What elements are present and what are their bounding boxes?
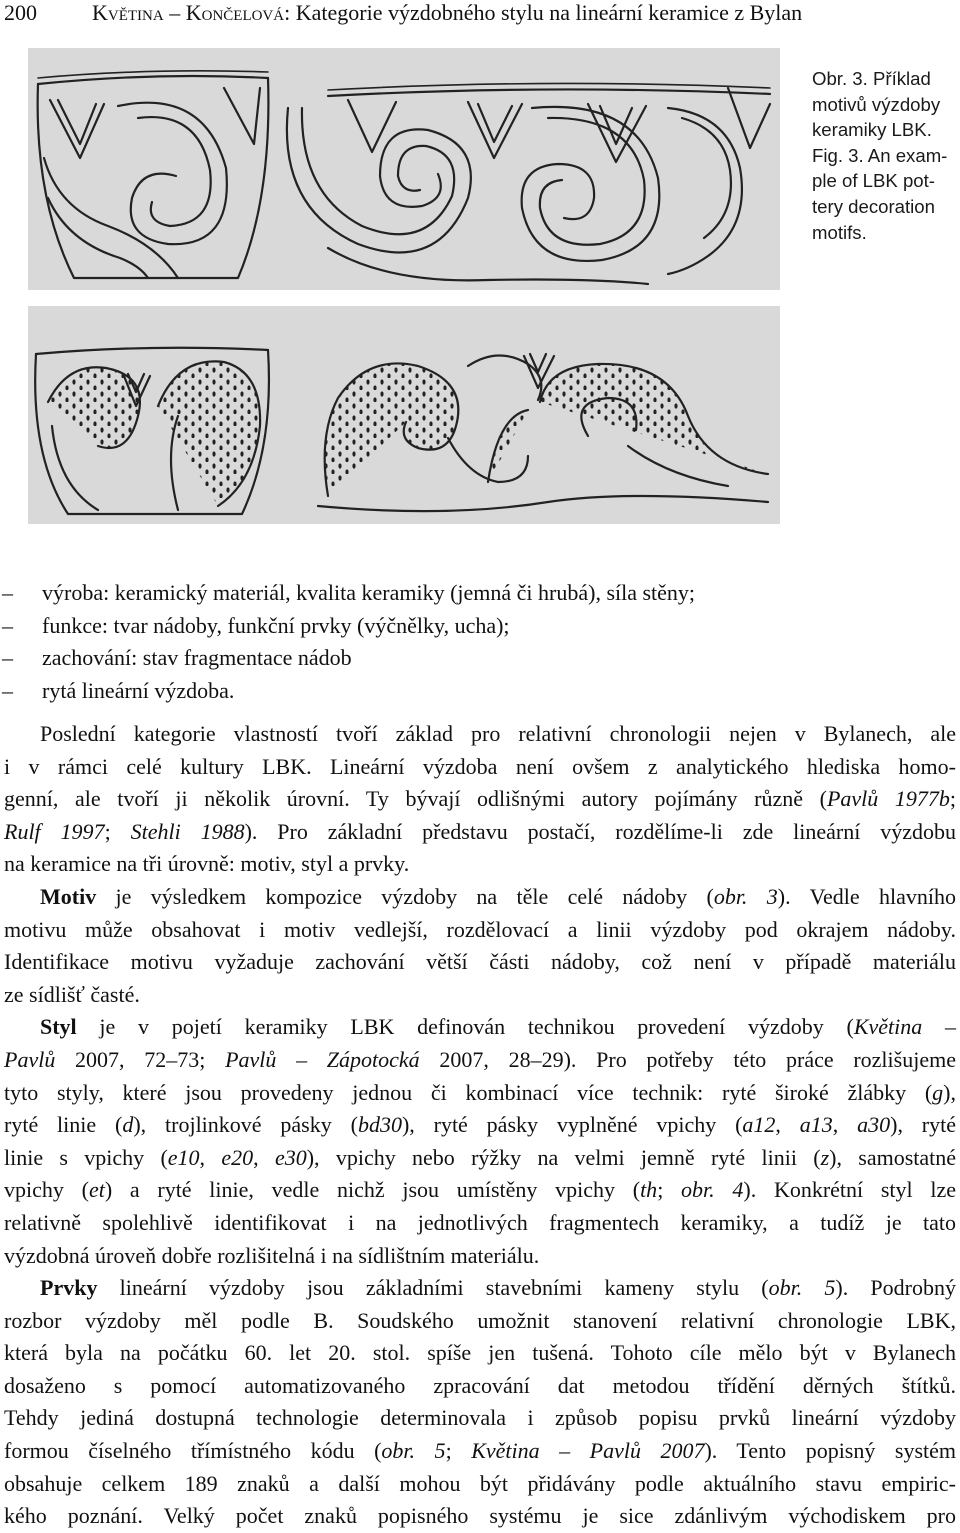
text-span: , [199,1144,222,1170]
text-span: , [832,1112,858,1138]
list-item [0,642,960,675]
text-line: relativně spolehlivě identifikovat i na jednotlivých fragmentech keramiky, a tudíž je tato [4,1209,956,1235]
text-span: ) a ryté linie, vedle nichž jsou umístěny vpichy ( [104,1177,641,1203]
text-span: ; [445,1438,472,1464]
text-span: ), samostatné [829,1144,957,1170]
text-span: ), [943,1079,956,1105]
style-code: d [122,1112,134,1138]
caption-line: Obr. 3. Příklad [812,68,931,89]
text-span: ). Konkrétní styl lze [743,1177,957,1203]
text-line: obsahuje celkem 189 znaků a další mohou být přidávány podle aktuálního stavu empiric- [4,1470,956,1496]
text-span: ryté linie ( [4,1112,123,1138]
figure-reference: obr. 3 [713,883,778,909]
caption-line: Fig. 3. An exam- [812,144,948,166]
text-line [4,1109,956,1142]
text-span: formou číselného třímístného kódu ( [4,1438,382,1464]
text-line: rozbor výzdoby měl podle B. Soudského umožnit stanovení relativní chronologie LBK, [4,1307,956,1333]
term-styl: Styl [40,1014,77,1040]
text-line: motivu může obsahovat i motiv vedlejší, rozdělovací a linii výzdoby pod okrajem nádoby. [4,916,956,942]
caption-line: tery decoration [812,195,935,217]
citation: Květina – [853,1014,956,1040]
list-item-text: funkce: tvar nádoby, funkční prvky (výčnělky, ucha); [42,612,510,638]
bullet-dash: – [2,612,13,638]
bullet-dash: – [2,580,13,605]
text-span: ). Tento popisný systém [704,1438,956,1464]
style-code: a30 [857,1112,891,1138]
caption-line: motifs. [812,221,867,243]
text-line: Tehdy jediná dostupná technologie determinovala i způsob popisu prvků lineární výzdoby [4,1405,956,1431]
running-header [4,0,956,30]
text-span: ), trojlinkové pásky ( [133,1112,358,1138]
text-span: vpichy ( [4,1177,89,1203]
style-code: et [88,1177,105,1203]
style-code: e30 [274,1144,307,1170]
text-span: ), ryté [890,1112,957,1138]
text-line [4,1272,956,1305]
text-line: dosaženo s pomocí automatizovaného zpracování dat metodou třídění děrných štítků. [4,1372,956,1398]
text-span: 2007, 28–29). Pro potřeby této práce rozlišujeme [419,1046,956,1072]
list-item [0,675,960,708]
text-line: na keramice na tři úrovně: motiv, styl a prvky. [4,851,410,877]
citation: Rulf 1997 [4,818,105,844]
style-code: e20 [221,1144,254,1170]
text-line [4,1142,956,1175]
spiral-motif-drawing [28,48,780,290]
text-span: , [775,1112,800,1138]
text-line [4,881,956,914]
text-span: linie s vpichy ( [4,1144,168,1170]
bullet-list [0,577,960,707]
text-line: kého poznání. Velký počet znaků popisného systému je sice zdánlivým východiskem pro [4,1503,956,1529]
figure-panel-spirals [28,48,780,290]
figure-reference: obr. 5 [381,1438,446,1464]
style-code: e10 [167,1144,200,1170]
figure-panel-waves [28,306,780,524]
list-item-text: výroba: keramický materiál, kvalita keramiky (jemná či hrubá), síla stěny; [42,580,696,605]
bullet-dash: – [2,677,13,703]
text-span: ; [949,786,956,812]
style-code: a13 [799,1112,833,1138]
bullet-dash: – [2,645,13,670]
term-prvky: Prvky [40,1275,98,1301]
text-span: ), vpichy nebo rýžky na velmi jemně ryté linii ( [306,1144,821,1170]
text-span: 2007, 72–73; [55,1046,226,1072]
style-code: th [640,1177,658,1203]
text-line [4,1077,956,1110]
text-span: ; [657,1177,682,1203]
text-span: lineární výzdoby jsou základními stavebními kameny stylu ( [97,1275,769,1301]
text-line: Poslední kategorie vlastností tvoří základ pro relativní chronologii nejen v Bylanech, ale [40,721,956,746]
text-line [4,783,956,816]
style-code: bd30 [357,1112,402,1138]
citation: Květina – Pavlů 2007 [471,1438,705,1464]
header-title: : Kategorie výzdobného stylu na lineární keramice z Bylan [284,0,803,25]
text-span: ). Pro základní představu postačí, rozdělíme-li zde lineární výzdobu [244,818,956,844]
caption-line: ple of LBK pot- [812,170,936,192]
page-number: 200 [4,0,37,25]
style-code: a12 [742,1112,776,1138]
term-motiv: Motiv [40,883,97,909]
figure-reference: obr. 5 [768,1275,836,1301]
list-item [0,577,960,610]
citation: Stehli 1988 [130,818,245,844]
citation: Pavlů [4,1046,56,1072]
text-line [4,1011,956,1044]
text-span: , [253,1144,275,1170]
text-span: ), ryté pásky vyplněné vpichy ( [401,1112,743,1138]
caption-line: motivů výzdoby [812,93,941,115]
text-line: ze sídlišť časté. [4,981,140,1007]
text-line [4,1435,956,1468]
header-author-2: Končelová [185,0,285,25]
text-line: která byla na počátku 60. let 20. stol. spíše jen tušená. Tohoto cíle mělo být v Bylanech [4,1340,956,1366]
style-code: z [820,1144,830,1170]
text-line: i v rámci celé kultury LBK. Lineární výzdoba není ovšem z analytického hlediska homo- [4,753,956,779]
text-line [4,1174,956,1207]
text-span: ). Vedle hlavního [777,883,956,909]
text-span: je výsledkem kompozice výzdoby na těle celé nádoby ( [96,883,714,909]
text-span: genní, ale tvoří ji několik úrovní. Ty bývají odlišnými autory pojímány různě ( [4,786,827,812]
text-span: tyto styly, které jsou provedeny jednou či kombinací více technik: ryté široké žlábky ( [4,1079,933,1105]
figure-caption [812,66,960,245]
body-text [4,718,956,1533]
style-code: g [932,1079,944,1105]
text-span: ). Podrobný [835,1275,956,1301]
citation: Pavlů – Zápotocká [225,1046,420,1072]
list-item-text: rytá lineární výzdoba. [42,677,235,703]
wave-motif-drawing [28,306,780,524]
caption-line: keramiky LBK. [812,119,932,141]
text-line: výzdobná úroveň dobře rozlišitelná i na sídlištním materiálu. [4,1242,540,1268]
text-line [4,816,956,849]
figure-reference: obr. 4 [681,1177,744,1203]
text-line: Identifikace motivu vyžaduje zachování větší části nádoby, což není v případě materiálu [4,949,956,975]
header-author-1: Květina [92,0,164,25]
text-span: ; [104,818,131,844]
header-author-separator: – [163,0,186,25]
citation: Pavlů 1977b [826,786,950,812]
text-span: je v pojetí keramiky LBK definován technikou provedení výzdoby ( [76,1014,854,1040]
text-line [4,1044,956,1077]
list-item-text: zachování: stav fragmentace nádob [42,645,352,670]
list-item [0,610,960,643]
